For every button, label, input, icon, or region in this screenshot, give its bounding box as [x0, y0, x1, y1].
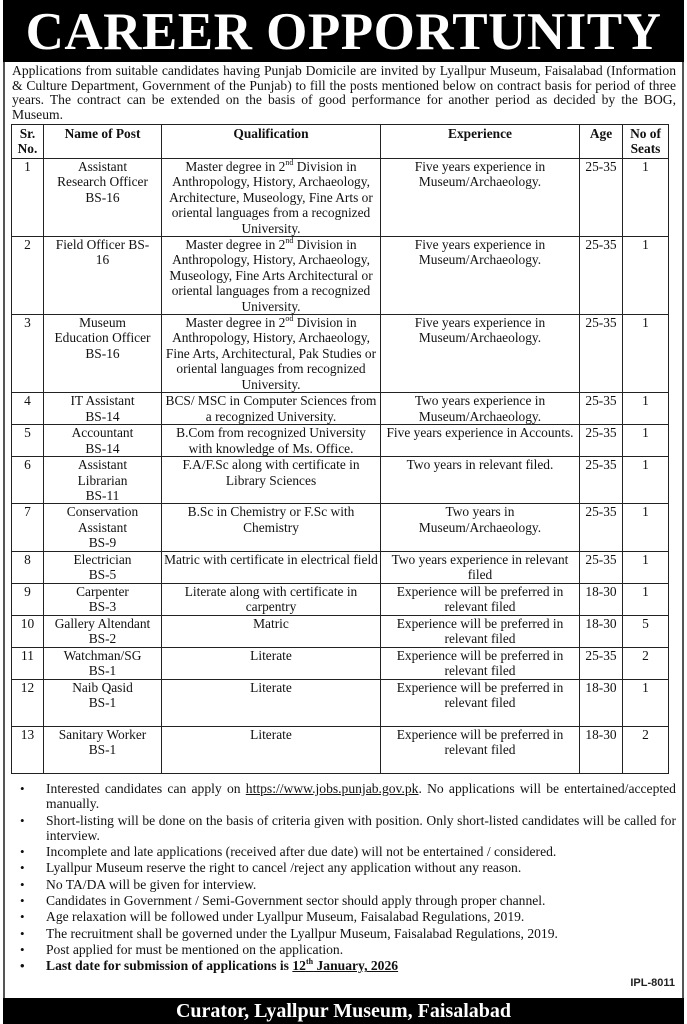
cell-age: 25-35 [580, 159, 623, 237]
bullet-icon: • [20, 812, 25, 828]
note-item [20, 844, 676, 860]
note-apply-text-end: . No applications will be entertained/accepted manually. [46, 781, 676, 812]
post-name-line: Research Officer [57, 174, 148, 190]
qualification-text: B.Sc in Chemistry or F.Sc with Chemistry [187, 504, 355, 535]
note-text: Short-listing will be done on the basis of criteria given with position. Only short-listed candidates will be called for interview. [46, 812, 676, 843]
qualification-text-cont: Division in Anthropology, History, Archaeology, Museology, Fine Arts Architectural or oriental languages from a recognized University. [169, 237, 373, 314]
cell-qualification [162, 583, 381, 615]
post-name-line: BS-5 [88, 566, 117, 582]
qualification-text: Matric with certificate in electrical field [164, 551, 378, 567]
cell-experience: Experience will be preferred in relevant filed [381, 679, 580, 726]
cell-seats: 1 [623, 504, 669, 551]
post-name-line: Carpenter [76, 583, 129, 599]
note-item [20, 909, 676, 925]
table-row [12, 159, 669, 237]
cell-experience: Two years experience in relevant filed [381, 551, 580, 583]
cell-sr-no: 9 [12, 583, 44, 615]
post-name-line: Conservation [66, 504, 139, 520]
table-row [12, 647, 669, 679]
qualification-text: Master degree in 2 [185, 237, 286, 253]
cell-post-name [44, 457, 162, 504]
header-seats [623, 125, 669, 159]
table-row [12, 393, 669, 425]
qualification-text: Literate [250, 647, 292, 663]
cell-qualification [162, 647, 381, 679]
cell-age: 18-30 [580, 679, 623, 726]
post-name-line: Assistant [77, 159, 128, 174]
cell-qualification [162, 504, 381, 551]
cell-sr-no: 8 [12, 551, 44, 583]
cell-post-name [44, 583, 162, 615]
note-text: Age relaxation will be followed under Lyallpur Museum, Faisalabad Regulations, 2019. [46, 909, 525, 925]
note-apply-text: Interested candidates can apply on [46, 781, 246, 796]
cell-seats: 1 [623, 583, 669, 615]
deadline-month-year: January, 2026 [313, 958, 399, 974]
deadline-day: 12 [292, 958, 306, 974]
cell-sr-no: 5 [12, 425, 44, 457]
cell-experience: Two years in Museum/Archaeology. [381, 504, 580, 551]
post-name-line: Education Officer [54, 330, 151, 346]
intro-paragraph: Applications from suitable candidates having Punjab Domicile are invited by Lyallpur Museum, Faisalabad (Information & Culture Department, Government of the Punjab) to fill the posts mentioned below on contract basis for period of three years. The contract can be extended on the basis of good performance for another period as decided by the BOG, Museum. [12, 63, 676, 122]
post-name-line: BS-3 [88, 598, 117, 614]
cell-sr-no: 12 [12, 679, 44, 726]
qualification-text: Literate [250, 679, 292, 695]
table-row [12, 237, 669, 315]
cell-post-name [44, 425, 162, 457]
ordinal-suffix: nd [285, 236, 294, 246]
cell-qualification [162, 679, 381, 726]
cell-sr-no: 3 [12, 315, 44, 393]
cell-seats: 2 [623, 647, 669, 679]
header-sr-line1: Sr. [19, 126, 36, 141]
note-text: Incomplete and late applications (received after due date) will not be entertained / considered. [46, 844, 557, 860]
deadline-label: Last date for submission of applications is [46, 958, 293, 974]
cell-seats: 5 [623, 615, 669, 647]
cell-post-name [44, 615, 162, 647]
post-name-line: Electrician [73, 551, 132, 567]
post-name-line: BS-16 [85, 345, 120, 361]
cell-qualification [162, 615, 381, 647]
cell-age: 25-35 [580, 551, 623, 583]
cell-age: 25-35 [580, 393, 623, 425]
post-name-line: IT Assistant [70, 393, 135, 409]
bullet-icon: • [20, 925, 25, 941]
note-text: Post applied for must be mentioned on the application. [46, 941, 344, 957]
cell-seats: 1 [623, 237, 669, 315]
cell-post-name [44, 315, 162, 393]
cell-seats: 1 [623, 457, 669, 504]
ordinal-suffix: nd [285, 158, 294, 167]
note-item [20, 812, 676, 844]
cell-sr-no: 1 [12, 159, 44, 237]
cell-seats: 2 [623, 726, 669, 773]
post-name-line: Accountant [71, 425, 134, 441]
bullet-icon: • [20, 781, 25, 796]
notes-list [18, 781, 676, 975]
cell-qualification [162, 425, 381, 457]
cell-post-name [44, 679, 162, 726]
cell-seats: 1 [623, 679, 669, 726]
cell-experience: Two years experience in Museum/Archaeology. [381, 393, 580, 425]
posts-table [11, 124, 669, 774]
cell-sr-no: 7 [12, 504, 44, 551]
qualification-text: Master degree in 2 [185, 159, 286, 174]
qualification-text: F.A/F.Sc along with certificate in Library Sciences [182, 457, 360, 488]
header-sr-no [12, 125, 44, 159]
post-name-line: Librarian [77, 472, 128, 488]
cell-age: 18-30 [580, 583, 623, 615]
cell-age: 25-35 [580, 425, 623, 457]
post-name-line: BS-1 [88, 694, 117, 710]
header-seats-line2: Seats [630, 141, 661, 156]
post-name-line: BS-11 [85, 487, 120, 503]
table-row [12, 583, 669, 615]
qualification-text: B.Com from recognized University with knowledge of Ms. Office. [176, 425, 366, 456]
cell-qualification [162, 159, 381, 237]
note-item [20, 860, 676, 876]
cell-post-name [44, 551, 162, 583]
bullet-icon: • [20, 876, 25, 892]
post-name-line: 16 [95, 252, 110, 268]
footer-signature: Curator, Lyallpur Museum, Faisalabad [3, 998, 684, 1024]
qualification-text: Matric [253, 615, 289, 631]
reference-code: IPL-8011 [630, 977, 675, 989]
note-item [20, 925, 676, 941]
note-text: Lyallpur Museum reserve the right to cancel /reject any application without any reason. [46, 860, 522, 876]
post-name-line: Naib Qasid [72, 679, 133, 695]
qualification-text-cont: Division in Anthropology, History, Archaeology, Architecture, Museology, Fine Arts or oriental languages from a recognized University. [169, 159, 373, 236]
note-text: The recruitment shall be governed under the Lyallpur Museum, Faisalabad Regulations, 2019. [46, 925, 558, 941]
table-row [12, 679, 669, 726]
table-row [12, 615, 669, 647]
note-item [20, 893, 676, 909]
cell-qualification [162, 315, 381, 393]
cell-qualification [162, 726, 381, 773]
cell-age: 25-35 [580, 315, 623, 393]
cell-seats: 1 [623, 393, 669, 425]
note-item-deadline [20, 957, 676, 974]
cell-post-name [44, 504, 162, 551]
qualification-text: Literate along with certificate in carpentry [184, 583, 358, 614]
post-name-line: Watchman/SG [63, 647, 142, 663]
note-text: No TA/DA will be given for interview. [46, 876, 257, 892]
bullet-icon: • [20, 893, 25, 909]
post-name-line: BS-9 [88, 535, 117, 551]
ordinal-suffix: od [285, 314, 294, 324]
post-name-line: BS-14 [85, 440, 120, 456]
cell-post-name [44, 237, 162, 315]
note-text: Candidates in Government / Semi-Government sector should apply through proper channel. [46, 893, 546, 909]
cell-post-name [44, 726, 162, 773]
cell-qualification [162, 237, 381, 315]
cell-experience: Two years in relevant filed. [381, 457, 580, 504]
cell-sr-no: 6 [12, 457, 44, 504]
table-row [12, 726, 669, 773]
bullet-icon: • [20, 860, 25, 876]
cell-experience: Experience will be preferred in relevant filed [381, 726, 580, 773]
cell-post-name [44, 647, 162, 679]
cell-sr-no: 11 [12, 647, 44, 679]
cell-post-name [44, 159, 162, 237]
post-name-line: Assistant [77, 457, 128, 473]
post-name-line: Field Officer BS- [55, 237, 150, 253]
table-header-row [12, 125, 669, 159]
cell-experience: Five years experience in Museum/Archaeology. [381, 159, 580, 237]
post-name-line: Museum [79, 315, 126, 331]
bullet-icon: • [20, 844, 25, 860]
header-age: Age [580, 125, 623, 159]
cell-seats: 1 [623, 425, 669, 457]
post-name-line: BS-1 [88, 741, 117, 757]
cell-qualification [162, 393, 381, 425]
post-name-line: BS-16 [85, 189, 120, 205]
post-name-line: Sanitary Worker [58, 726, 147, 742]
cell-age: 18-30 [580, 615, 623, 647]
apply-link[interactable]: https://www.jobs.punjab.gov.pk [245, 781, 419, 796]
cell-post-name [44, 393, 162, 425]
table-row [12, 425, 669, 457]
table-row [12, 315, 669, 393]
header-seats-line1: No of [630, 126, 661, 141]
table-row [12, 551, 669, 583]
cell-age: 18-30 [580, 726, 623, 773]
header-name-of-post: Name of Post [44, 125, 162, 159]
cell-seats: 1 [623, 315, 669, 393]
cell-sr-no: 4 [12, 393, 44, 425]
cell-experience: Five years experience in Accounts. [381, 425, 580, 457]
note-item [20, 941, 676, 957]
note-item [20, 876, 676, 892]
header-experience: Experience [381, 125, 580, 159]
cell-sr-no: 13 [12, 726, 44, 773]
cell-seats: 1 [623, 551, 669, 583]
table-row [12, 457, 669, 504]
bullet-icon: • [20, 909, 25, 925]
cell-qualification [162, 551, 381, 583]
post-name-line: Gallery Altendant [54, 615, 151, 631]
qualification-text: BCS/ MSC in Computer Sciences from a recognized University. [165, 393, 377, 424]
cell-age: 25-35 [580, 647, 623, 679]
post-name-line: BS-2 [88, 630, 117, 646]
qualification-text: Literate [250, 726, 292, 742]
qualification-text: Master degree in 2 [185, 315, 286, 331]
cell-age: 25-35 [580, 457, 623, 504]
bullet-icon: • [20, 941, 25, 957]
cell-experience: Five years experience in Museum/Archaeology. [381, 315, 580, 393]
post-name-line: Assistant [77, 519, 128, 535]
cell-age: 25-35 [580, 504, 623, 551]
header-qualification: Qualification [162, 125, 381, 159]
cell-age: 25-35 [580, 237, 623, 315]
cell-experience: Experience will be preferred in relevant filed [381, 583, 580, 615]
header-sr-line2: No. [17, 141, 38, 156]
deadline-date [292, 958, 398, 973]
cell-seats: 1 [623, 159, 669, 237]
post-name-line: BS-1 [88, 662, 117, 678]
cell-qualification [162, 457, 381, 504]
cell-sr-no: 2 [12, 237, 44, 315]
table-row [12, 504, 669, 551]
page-title: CAREER OPPORTUNITY [3, 0, 684, 62]
cell-experience: Experience will be preferred in relevant filed [381, 647, 580, 679]
deadline-day-suffix: th [305, 957, 314, 967]
cell-experience: Experience will be preferred in relevant filed [381, 615, 580, 647]
post-name-line: BS-14 [85, 408, 120, 424]
qualification-text-cont: Division in Anthropology, History, Archaeology, Fine Arts, Architectural, Pak Studies or oriental languages from recognized University. [165, 315, 377, 392]
cell-sr-no: 10 [12, 615, 44, 647]
bullet-icon: • [20, 958, 25, 974]
note-item [20, 781, 676, 812]
cell-experience: Five years experience in Museum/Archaeology. [381, 237, 580, 315]
